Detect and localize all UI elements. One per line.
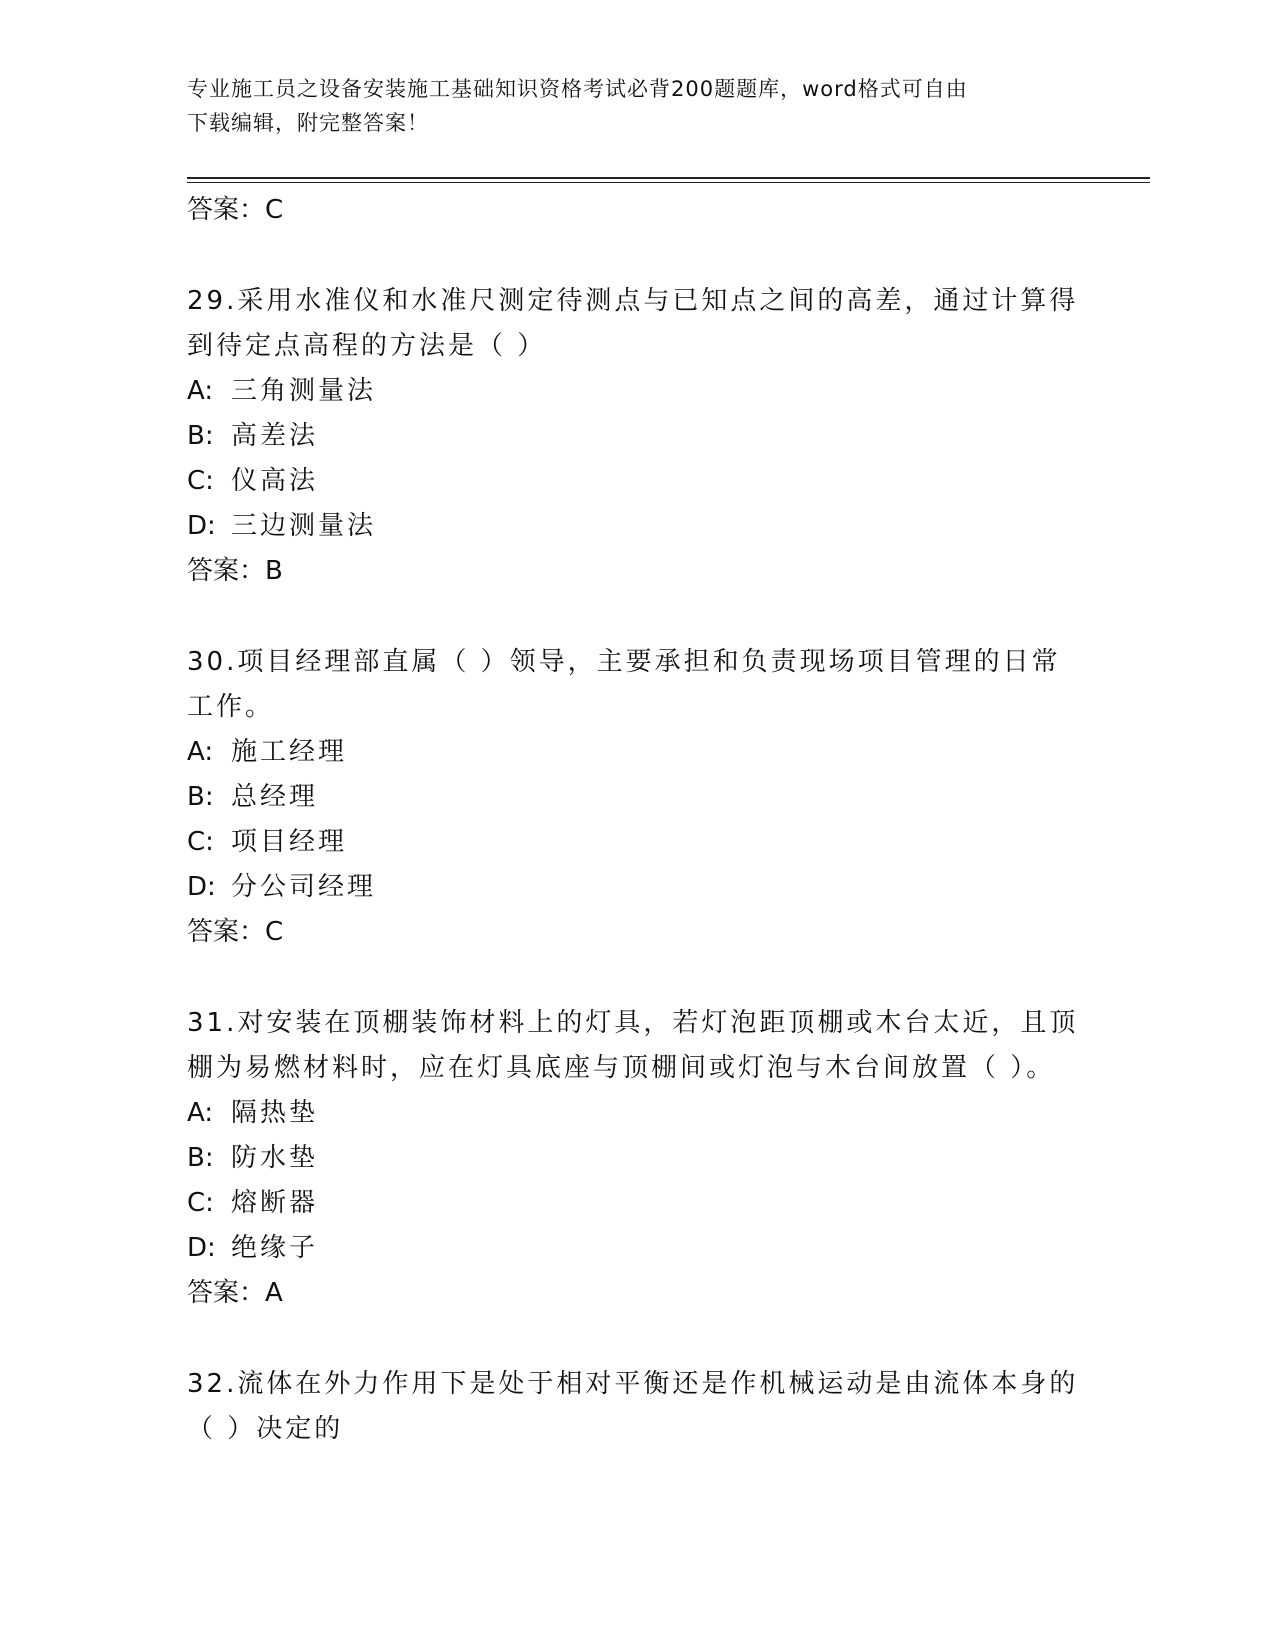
option-c [187,459,1087,504]
header-line-2: 下载编辑，附完整答案！ [187,111,429,135]
answer-line: 答案：B [187,556,283,586]
option-text: 仪高法 [231,466,319,496]
question-31 [187,1001,1087,1316]
answer-line: 答案：C [187,917,284,947]
question-text-line: （ ）决定的 [187,1414,344,1444]
option-letter: A: [187,376,214,406]
option-letter: A: [187,737,214,767]
option-text: 绝缘子 [231,1233,319,1263]
option-text: 熔断器 [231,1188,319,1218]
option-text: 分公司经理 [231,872,377,902]
question-30 [187,640,1087,955]
option-letter: D: [187,1233,216,1263]
option-text: 高差法 [231,421,319,451]
option-a [187,369,1087,414]
option-b [187,775,1087,820]
option-text: 项目经理 [231,827,348,857]
document-header [187,72,1087,140]
question-32 [187,1362,1087,1452]
option-a [187,730,1087,775]
option-letter: D: [187,872,216,902]
question-text-line: 30.项目经理部直属（ ）领导，主要承担和负责现场项目管理的日常 [187,647,1061,677]
answer-line: 答案：C [187,195,284,225]
option-letter: C: [187,466,214,496]
option-d [187,1226,1087,1271]
option-text: 三边测量法 [231,511,377,541]
header-divider-thin [187,182,1150,183]
option-text: 三角测量法 [231,376,377,406]
question-29 [187,279,1087,594]
option-letter: B: [187,421,214,451]
option-b [187,414,1087,459]
option-letter: C: [187,827,214,857]
option-a [187,1091,1087,1136]
option-c [187,820,1087,865]
option-text: 防水垫 [231,1143,319,1173]
answer-line: 答案：A [187,1278,283,1308]
question-text-line: 31.对安装在顶棚装饰材料上的灯具，若灯泡距顶棚或木台太近，且顶 [187,1008,1079,1038]
question-text-line: 到待定点高程的方法是（ ） [187,331,547,361]
option-d [187,504,1087,549]
option-text: 施工经理 [231,737,348,767]
option-letter: A: [187,1098,214,1128]
question-text-line: 29.采用水准仪和水准尺测定待测点与已知点之间的高差，通过计算得 [187,286,1079,316]
option-letter: B: [187,782,214,812]
option-b [187,1136,1087,1181]
question-text-line: 棚为易燃材料时，应在灯具底座与顶棚间或灯泡与木台间放置（ ）。 [187,1053,1056,1083]
document-body [187,188,1087,1452]
header-divider-thick [187,177,1150,179]
option-letter: D: [187,511,216,541]
option-text: 总经理 [231,782,319,812]
option-c [187,1181,1087,1226]
question-text-line: 工作。 [187,692,275,722]
option-text: 隔热垫 [231,1098,319,1128]
question-text-line: 32.流体在外力作用下是处于相对平衡还是作机械运动是由流体本身的 [187,1369,1079,1399]
header-line-1: 专业施工员之设备安装施工基础知识资格考试必背200题题库，word格式可自由 [187,77,968,101]
option-d [187,865,1087,910]
option-letter: C: [187,1188,214,1218]
option-letter: B: [187,1143,214,1173]
